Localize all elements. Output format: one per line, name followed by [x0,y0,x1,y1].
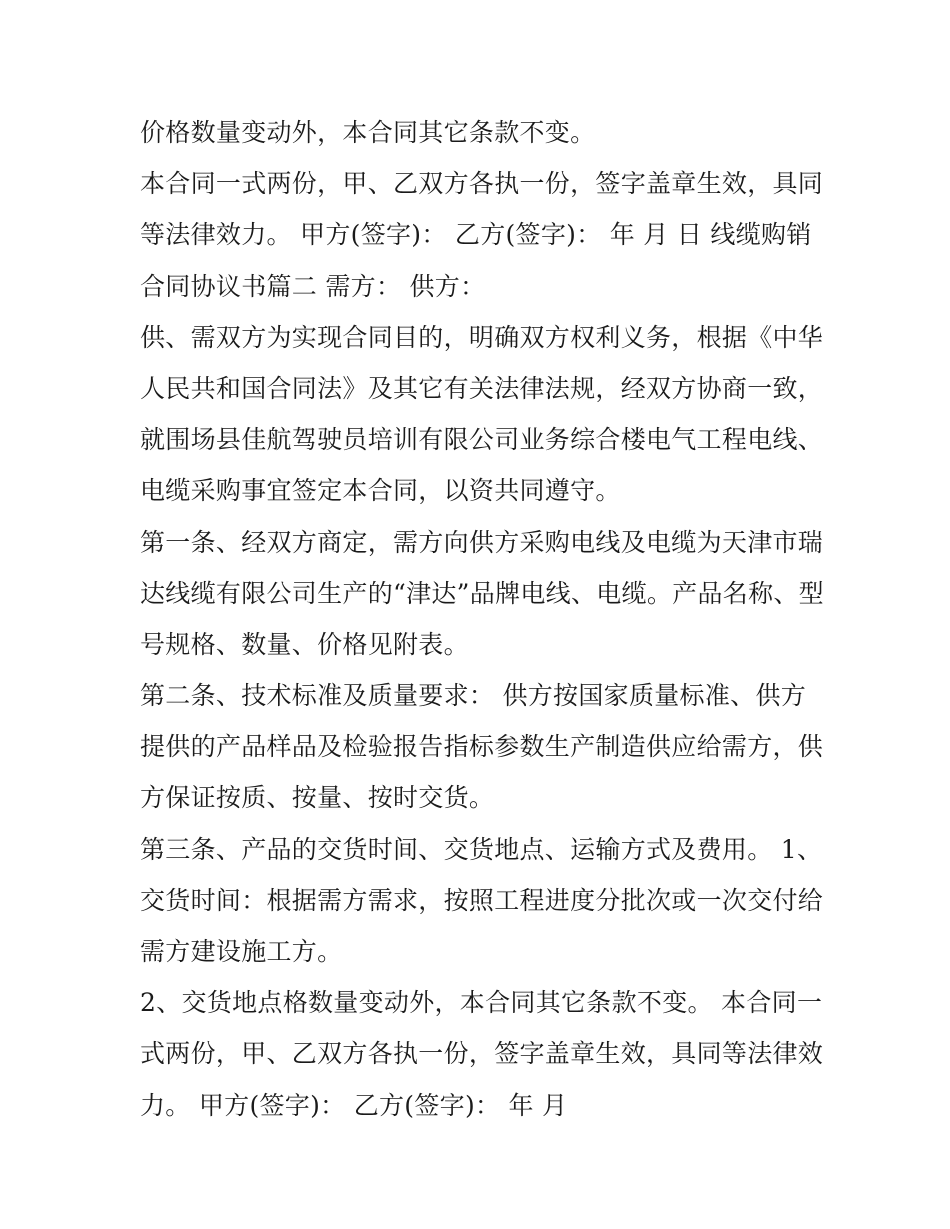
text-line: 人民共和国合同法》及其它有关法律法规，经双方协商一致， [140,373,824,403]
text-line: 本合同一式两份，甲、乙双方各执一份，签字盖章生效，具同 [140,169,824,199]
text-line: 合同协议书篇二 需方： 供方： [140,271,486,301]
text-line: 第三条、产品的交货时间、交货地点、运输方式及费用。 1、 [140,834,823,864]
text-line: 等法律效力。 甲方(签字)： 乙方(签字)： 年 月 日 线缆购销 [140,220,812,250]
text-line: 就围场县佳航驾驶员培训有限公司业务综合楼电气工程电线、 [140,425,824,455]
text-line: 方保证按质、按量、按时交货。 [140,783,495,813]
text-line: 号规格、数量、价格见附表。 [140,629,469,659]
text-line: 第一条、经双方商定，需方向供方采购电线及电缆为天津市瑞 [140,527,824,557]
text-line: 交货时间：根据需方需求，按照工程进度分批次或一次交付给 [140,885,824,915]
text-line: 2、交货地点格数量变动外，本合同其它条款不变。 本合同一 [140,988,823,1018]
text-line: 式两份，甲、乙双方各执一份，签字盖章生效，具同等法律效 [140,1039,824,1069]
text-line: 力。 甲方(签字)： 乙方(签字)： 年 月 [140,1090,568,1120]
text-line: 供、需双方为实现合同目的，明确双方权利义务，根据《中华 [140,322,824,352]
text-line: 提供的产品样品及检验报告指标参数生产制造供应给需方，供 [140,732,824,762]
text-line: 第二条、技术标准及质量要求： 供方按国家质量标准、供方 [140,681,807,711]
text-line: 电缆采购事宜签定本合同，以资共同遵守。 [140,476,621,506]
text-line: 达线缆有限公司生产的“津达”品牌电线、电缆。产品名称、型 [140,578,824,608]
text-line: 需方建设施工方。 [140,937,343,966]
text-line: 价格数量变动外，本合同其它条款不变。 [140,118,596,147]
contract-body-text [140,107,830,1131]
